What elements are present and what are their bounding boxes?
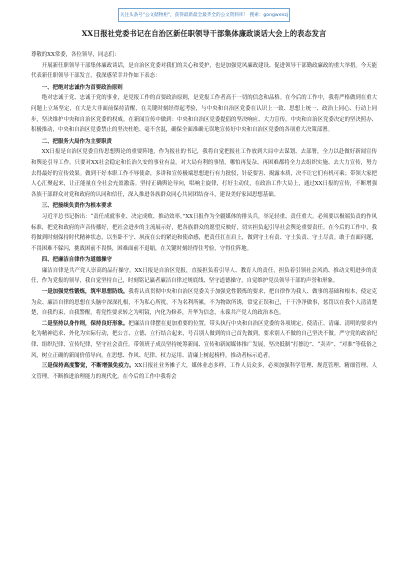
section-paragraph-2: XX日报是自治区党委宣传思想舆论的重要阵地，作为报社的书记，我将自觉把报社工作放到大局中去谋划、去部署，全力以赴做好新闻宣传和舆论引导工作。只要对XX社会稳定和长治久安的事业有益，对大局有利的事情，哪怕再复杂、再困难都将全力去组织实施、去大力宣传，努力去得最好的宣传效果。做到干好本职工作不辱使命，多讲和宣传极端思想进行有力批驳，针砭要害、揭露本质，决不让它们有机可乘；带领大家把人心汇聚起来，让正能量在全社会充盈激荡。坚持正确舆论导向，唱响主旋律，打好主动仗，在政治工作大局上，通过XX日报的宣传，不断增强各族干部群众对党和政府的认同和信任，深入推进各族群众同心共同团结奋斗，建设美好家园思想基础。	[31, 149, 377, 198]
point-lead-3: 三是保持高度警觉，不断增强免疫力。	[41, 363, 135, 370]
section-paragraph-3: 习近平总书记指出：“责任成就事业、决定成败、推动效率。”XX日报作为全疆媒体的排头兵，举足轻重、责任重大。必须要以极端负责的作风标准，把党和政府的声音传播好，把社会进步的主流展示好，把各族群众的愿望反映好，切实担负起引导社会舆论重要责任。在今后的工作中，我将做到时刻保持时代精神状态，以坐卧不宁、夙夜在公的紧迫和使命感，把责任扛在肩上，做到守土有责、守土负责、守土尽责。敢于直面问题，不畏困难不躲闪，挑战困前不畏惧，困难面前不退缩，在关键时刻经得住考验，守得住阵地。	[31, 213, 377, 252]
point-paragraph-3	[31, 361, 377, 382]
watermark-banner: 关注头条号"公文储物柜"，获得最新最全最齐全的公文资料库！ 搜索：gongwenzj	[118, 8, 290, 22]
point-text-1: 我将认真贯彻中央和自治区党委关于加强党性锻炼的要求，把自律作为我人、做事的基础和根本，使定克为众、廉洁自律的思想在头脑中深深扎根，不为私心所扰，不为名利所累，不为物欲所诱，常觉正误和己，干干净净做事，惩罚以在我个人清清楚楚，自我约束，自我警醒，将党性要求转之为明镜，内化为修养，升华为信念，永葆共产党人的政治本色。	[31, 289, 377, 317]
intro-paragraph: 开展新任职领导干部集体廉政谈话，是自治区党委对我们的关心和爱护，也是加强党风廉政建设、促进领导干部勤政廉政的重大举措。今天能代表新任职领导干部发言，我深感荣幸并作如下表态：	[31, 62, 377, 80]
section-paragraph-1: 绝对忠诚于党、忠诚于党的事业，是党报工作的首要政治原则，是党报工作者高于一切的信念和品格。在今后的工作中，我将严格做到在重大问题上立场坚定，在大是大非面前保持清醒，在关键时刻经得起考验，与中央和自治区党委在认识上一致、思想上统一、政治上同心、行动上同步，坚决维护中央和自治区党委的权威。在新闻宣传中做到：中央和自治区党委提倡的坚决响应、大力宣传，中央和自治区党委决定的坚决照办、积极推动，中央和自治区党委禁止的坚决杜绝、毫不含混，确保全面准确无误地宣传好中央和自治区党委的各项重大决策部署。	[31, 95, 377, 134]
point-paragraph-1	[31, 287, 377, 319]
point-lead-1: 一是加强党性锻炼，筑牢思想防线。	[41, 289, 129, 296]
document-body	[31, 50, 377, 382]
point-text-2: 把廉洁自律摆在更加重要的位置，带头执行中央和自治区党委的各项规定，使清正、清廉、清明的要求内化为精神追求、外化为实际行动，把公言、立德、立行结合起来，号召别人做到的自己首先做到，要求别人不做的自己坚决不做。严守党的政治纪律、组织纪律、宣传纪律，坚守社会责任。带领班子成员坚持统筹新闻、宣传和新闻媒体推广发展，坚决抵制“打擦边”、“卖弄”、“对准”等低俗之风，树立正确的新闻价值导向，在思想、作风、纪律、权力运用、清廉上树起榜样，推动者标示追者。	[31, 320, 377, 359]
salutation: 尊敬的XX常委，各位领导，同志们：	[31, 52, 120, 58]
point-lead-2: 二是坚持以身作则，保持良好形象。	[41, 320, 129, 327]
section-heading-1: 一、把绝对忠诚作为首要政治原则	[41, 84, 123, 91]
section-heading-2: 二、把服务大局作为主要职责	[41, 138, 112, 145]
point-text-3: XX日报社业务摊子大，媒体业态多样，工作人员众多，必须加强科学管理、规范管理、精细管理、人文管理，不断推进治理能力的现代化。在今后的工作中我将会	[31, 363, 377, 380]
document-title: XX日报社党委书记在自治区新任职领导干部集体廉政谈话大会上的表态发言	[81, 29, 327, 38]
section-heading-3: 三、把接续负责作为根本要求	[41, 203, 112, 210]
point-paragraph-2	[31, 319, 377, 361]
section-heading-4: 四、把廉洁自律作为道德操守	[41, 257, 112, 264]
section-paragraph-4: 廉洁自律是共产党人崇高的品行操守。XX日报是自治区党报，直接担负着引导人、教育人的责任，担负着引领社会风尚、推动文明进步的责任，作为党报的领导，我自觉坚持自己，时刻铭记赢者廉洁自律过规底线、坚守道德操守，自觉维护党员领导干部的声誉和形象。	[31, 267, 377, 285]
